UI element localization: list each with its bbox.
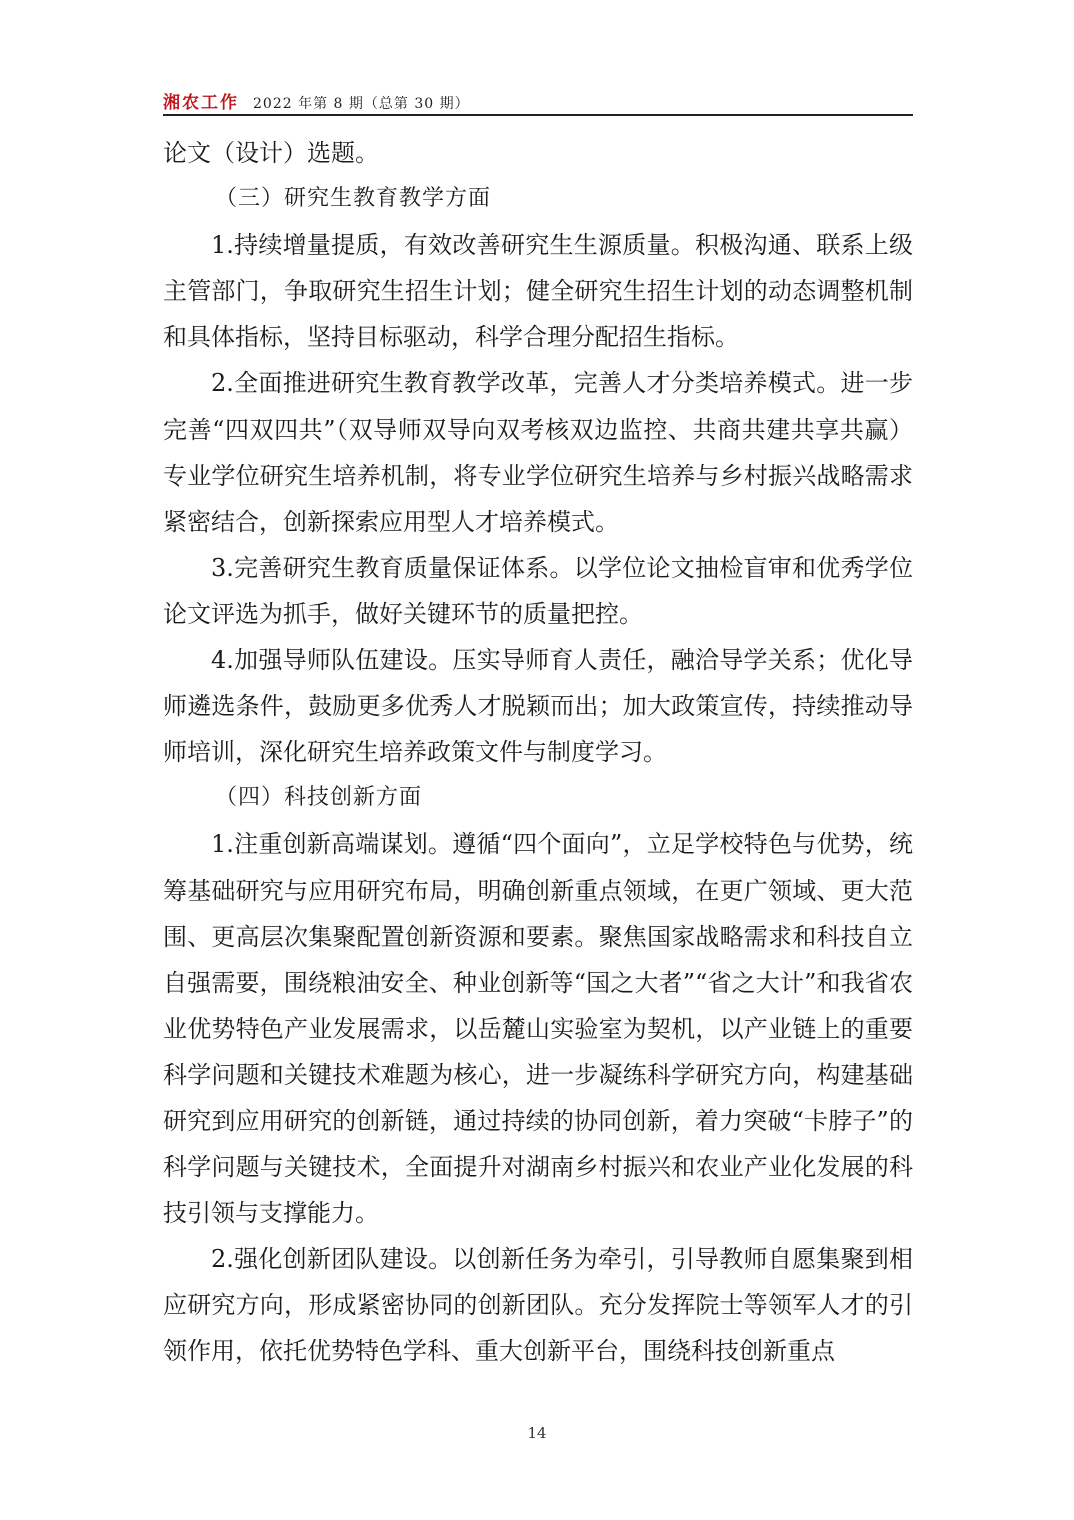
- paragraph-3-1: 1.持续增量提质，有效改善研究生生源质量。积极沟通、联系上级主管部门，争取研究生招生计划；健全研究生招生计划的动态调整机制和具体指标，坚持目标驱动，科学合理分配招生指标。: [163, 231, 913, 352]
- paragraph-3-2: 2.全面推进研究生教育教学改革，完善人才分类培养模式。进一步完善“四双四共”（双导师双导向双考核双边监控、共商共建共享共赢）专业学位研究生培养机制，将专业学位研究生培养与乡村振兴战略需求紧密结合，创新探索应用型人才培养模式。: [163, 369, 913, 536]
- paragraph-3-4: 4.加强导师队伍建设。压实导师育人责任，融洽导学关系；优化导师遴选条件，鼓励更多优秀人才脱颖而出；加大政策宣传，持续推动导师培训，深化研究生培养政策文件与制度学习。: [163, 646, 913, 767]
- section-heading-3: （三）研究生教育教学方面: [215, 186, 492, 212]
- paragraph-4-2: 2.强化创新团队建设。以创新任务为牵引，引导教师自愿集聚到相应研究方向，形成紧密协同的创新团队。充分发挥院士等领军人才的引领作用，依托优势特色学科、重大创新平台，围绕科技创新重点: [163, 1245, 913, 1366]
- header-divider: [163, 114, 913, 116]
- issue-info: 2022 年第 8 期（总第 30 期）: [253, 96, 470, 112]
- paragraph-4-1: 1.注重创新高端谋划。遵循“四个面向”，立足学校特色与优势，统筹基础研究与应用研究布局，明确创新重点领域，在更广领域、更大范围、更高层次集聚配置创新资源和要素。聚焦国家战略需求和科技自立自强需要，围绕粮油安全、种业创新等“国之大者”“省之大计”和我省农业优势特色产业发展需求，以岳麓山实验室为契机，以产业链上的重要科学问题和关键技术难题为核心，进一步凝练科学研究方向，构建基础研究到应用研究的创新链，通过持续的协同创新，着力突破“卡脖子”的科学问题与关键技术，全面提升对湖南乡村振兴和农业产业化发展的科技引领与支撑能力。: [163, 830, 913, 1228]
- journal-title: 湘农工作: [163, 93, 239, 113]
- section-heading-4: （四）科技创新方面: [215, 785, 423, 811]
- intro-line: 论文（设计）选题。: [163, 139, 379, 167]
- article-body: [163, 130, 913, 1375]
- paragraph-3-3: 3.完善研究生教育质量保证体系。以学位论文抽检盲审和优秀学位论文评选为抓手，做好关键环节的质量把控。: [163, 553, 913, 628]
- page-number: 14: [527, 1424, 547, 1442]
- running-header: [163, 88, 913, 114]
